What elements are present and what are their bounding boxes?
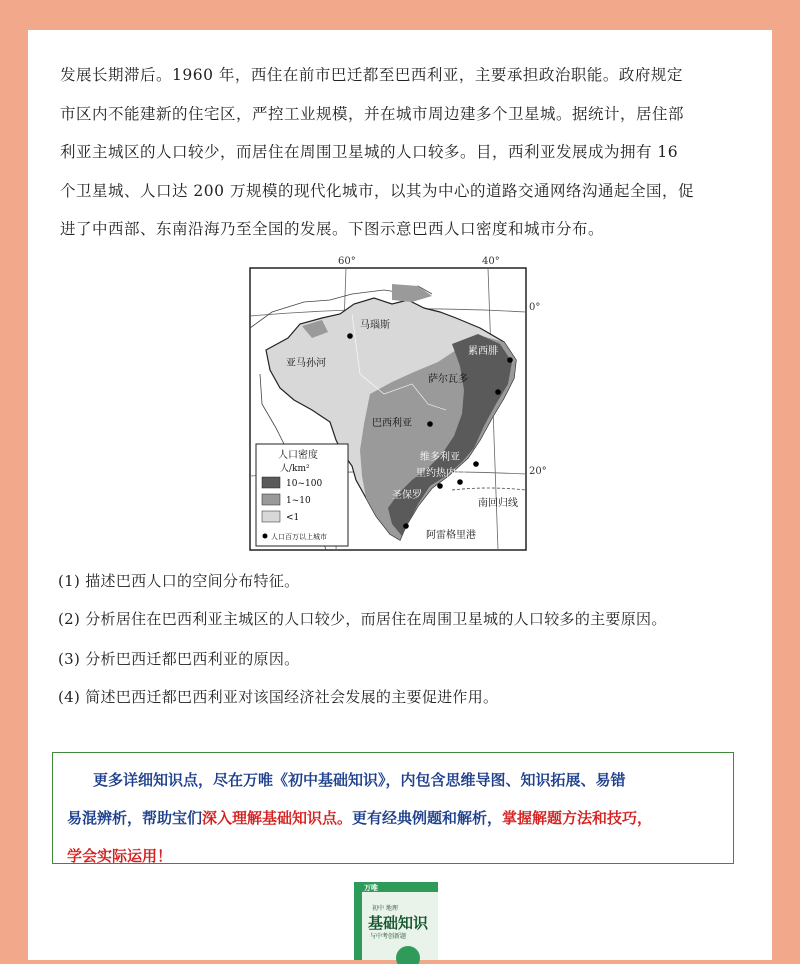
book-cover-image xyxy=(348,880,444,960)
book-title: 基础知识 xyxy=(368,914,429,932)
brazil-population-map xyxy=(242,254,547,554)
city-dot-salvador xyxy=(495,389,501,395)
tropic-label: 南回归线 xyxy=(478,498,518,509)
lon60-label: 60° xyxy=(338,256,356,267)
paragraph-line: 进了中西部、东南沿海乃至全国的发展。下图示意巴西人口密度和城市分布。 xyxy=(60,220,605,238)
question-1: (1) 描述巴西人口的空间分布特征。 xyxy=(58,572,300,590)
city-label-rio: 里约热内卢 xyxy=(416,468,466,479)
legend-city-dot xyxy=(263,534,268,539)
legend-label-mid: 1~10 xyxy=(286,496,311,506)
book-subtitle: 与中考创新题 xyxy=(370,933,407,940)
question-3: (3) 分析巴西迁都巴西利亚的原因。 xyxy=(58,650,300,668)
paragraph-line: 个卫星城、人口达 200 万规模的现代化城市，以其为中心的道路交通网络沟通起全国，促 xyxy=(60,181,694,200)
city-dot-portoalegre xyxy=(403,523,409,529)
promo-highlight: 深入理解基础知识点。 xyxy=(202,809,353,827)
city-dot-brasilia xyxy=(427,421,433,427)
book-cover-svg xyxy=(348,880,444,960)
legend-swatch-mid xyxy=(262,494,280,505)
legend-unit: 人/km² xyxy=(280,464,310,474)
city-dot-vitoria xyxy=(473,461,479,467)
legend-label-city: 人口百万以上城市 xyxy=(271,533,327,541)
city-dot-manaus xyxy=(347,333,353,339)
city-dot-recife xyxy=(507,357,513,363)
promo-line-1 xyxy=(67,761,719,799)
city-dot-rio xyxy=(457,479,463,485)
city-label-brasilia: 巴西利亚 xyxy=(372,418,412,429)
promo-text: 更有经典例题和解析， xyxy=(352,809,503,827)
map-legend xyxy=(256,444,348,546)
promo-text: 易混辨析，帮助宝们 xyxy=(67,809,203,827)
promo-highlight: 掌握解题方法和技巧， xyxy=(502,809,653,827)
book-brand: 万唯 xyxy=(364,884,378,892)
city-label-portoalegre: 阿雷格里港 xyxy=(426,530,476,541)
document-page xyxy=(28,30,772,960)
city-label-recife: 累西腓 xyxy=(468,346,498,357)
city-label-vitoria: 维多利亚 xyxy=(420,452,460,463)
legend-swatch-low xyxy=(262,511,280,522)
paragraph-line: 发展长期滞后。1960 年，西住在前市巴迁都至巴西利亚，主要承担政治职能。政府规定 xyxy=(60,66,683,84)
legend-swatch-high xyxy=(262,477,280,488)
river-label-amazon: 亚马孙河 xyxy=(286,358,326,369)
legend-title: 人口密度 xyxy=(278,450,318,461)
map-svg xyxy=(242,254,547,554)
promo-box xyxy=(52,752,734,864)
promo-line-2 xyxy=(67,799,719,837)
city-label-saopaulo: 圣保罗 xyxy=(392,490,422,501)
book-subject: 初中 地理 xyxy=(372,905,398,912)
paragraph-line: 利亚主城区的人口较少，而居住在周围卫星城的人口较多。目，西利亚发展成为拥有 16 xyxy=(60,143,679,161)
legend-label-high: 10~100 xyxy=(286,479,323,489)
question-2: (2) 分析居住在巴西利亚主城区的人口较少，而居住在周围卫星城的人口较多的主要原因。 xyxy=(58,610,667,628)
city-label-manaus: 马瑙斯 xyxy=(360,320,390,331)
city-dot-saopaulo xyxy=(437,483,443,489)
lon40-label: 40° xyxy=(482,256,500,267)
lat20-label: 20° xyxy=(529,466,547,477)
question-4: (4) 简述巴西迁都巴西利亚对该国经济社会发展的主要促进作用。 xyxy=(58,688,499,706)
lat0-label: 0° xyxy=(529,302,541,313)
city-label-salvador: 萨尔瓦多 xyxy=(428,374,468,385)
promo-line-3 xyxy=(67,837,719,875)
legend-label-low: <1 xyxy=(286,513,300,523)
paragraph-line: 市区内不能建新的住宅区，严控工业规模，并在城市周边建多个卫星城。据统计，居住部 xyxy=(60,104,685,123)
promo-text: 更多详细知识点，尽在万唯《初中基础知识》，内包含思维导图、知识拓展、易错 xyxy=(93,771,626,789)
promo-highlight: 学会实际运用！ xyxy=(67,847,173,865)
intro-paragraph xyxy=(60,56,750,249)
